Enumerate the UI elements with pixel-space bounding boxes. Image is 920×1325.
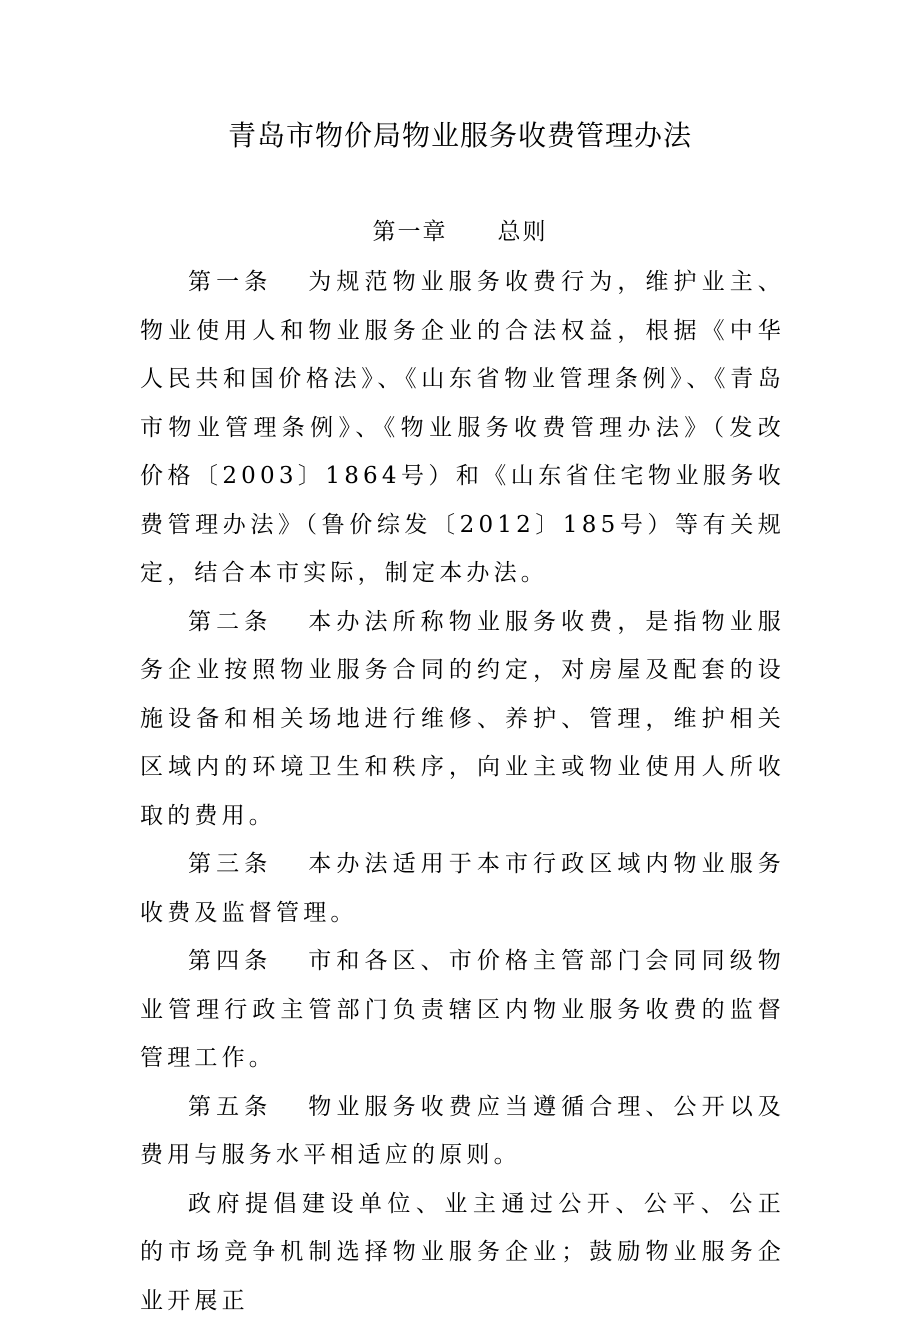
article-label: 第一条	[188, 269, 272, 295]
article-text: 物业服务收费应当遵循合理、公开以及费用与服务水平相适应的原则。	[140, 1094, 785, 1169]
article-5	[140, 1083, 785, 1180]
article-label: 第四条	[188, 948, 272, 974]
article-label: 第五条	[188, 1094, 272, 1120]
article-text: 为规范物业服务收费行为，维护业主、物业使用人和物业服务企业的合法权益，根据《中华人民共和国价格法》、《山东省物业管理条例》、《青岛市物业管理条例》、《物业服务收费管理办法》（发改价格〔2003〕1864号）和《山东省住宅物业服务收费管理办法》（鲁价综发〔2012〕185号）等有关规定，结合本市实际，制定本办法。	[140, 269, 785, 586]
article-text: 本办法所称物业服务收费，是指物业服务企业按照物业服务合同的约定，对房屋及配套的设施设备和相关场地进行维修、养护、管理，维护相关区域内的环境卫生和秩序，向业主或物业使用人所收取的费用。	[140, 609, 785, 829]
article-label: 第三条	[188, 851, 272, 877]
article-3	[140, 840, 785, 937]
article-4	[140, 937, 785, 1083]
chapter-heading	[0, 216, 920, 248]
article-2	[140, 598, 785, 841]
chapter-number: 第一章	[373, 219, 448, 245]
paragraph-continuation: 政府提倡建设单位、业主通过公开、公平、公正的市场竞争机制选择物业服务企业；鼓励物业服务企业开展正	[140, 1180, 785, 1325]
article-text: 本办法适用于本市行政区域内物业服务收费及监督管理。	[140, 851, 785, 926]
article-1	[140, 258, 785, 598]
article-text: 市和各区、市价格主管部门会同同级物业管理行政主管部门负责辖区内物业服务收费的监督管理工作。	[140, 948, 785, 1071]
article-label: 第二条	[188, 609, 272, 635]
document-body	[140, 258, 785, 1325]
chapter-title: 总则	[498, 219, 548, 245]
document-title: 青岛市物价局物业服务收费管理办法	[0, 116, 920, 156]
